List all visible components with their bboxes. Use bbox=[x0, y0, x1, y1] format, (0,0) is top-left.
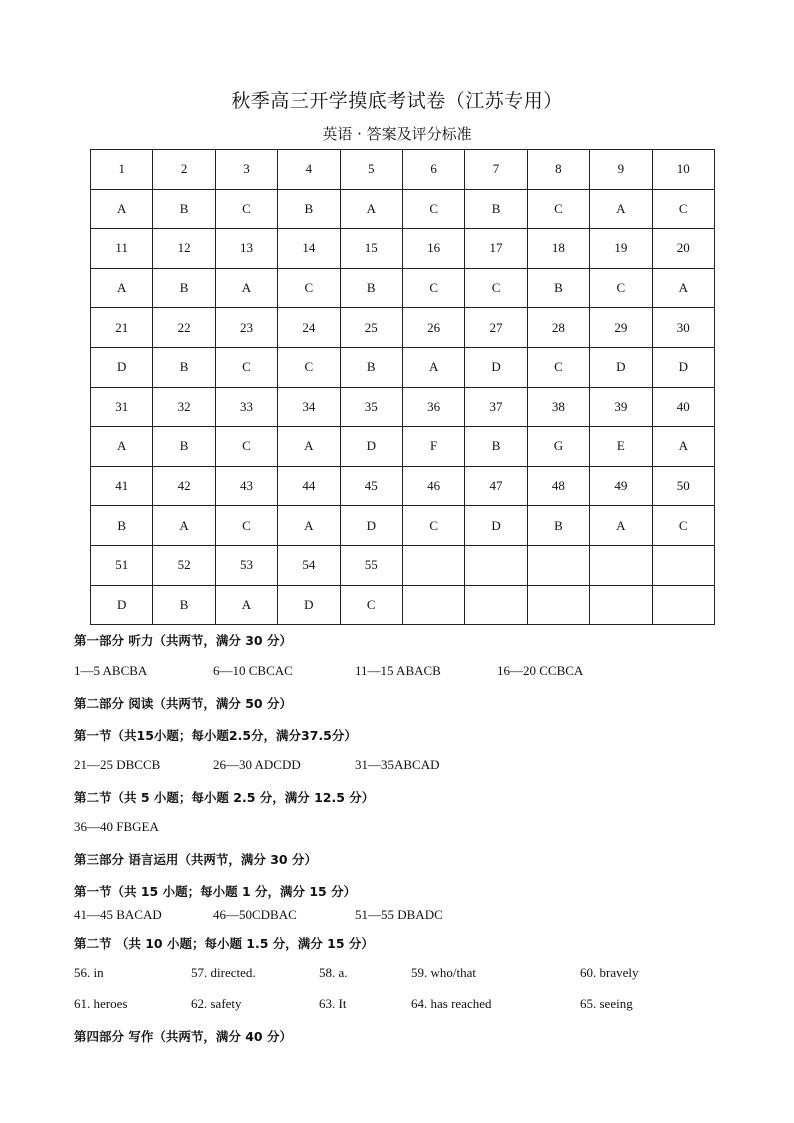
answer-cell: C bbox=[527, 189, 589, 229]
question-number-cell: 11 bbox=[91, 229, 153, 269]
question-number-cell: 33 bbox=[215, 387, 277, 427]
question-number-cell: 17 bbox=[465, 229, 527, 269]
answer-cell: C bbox=[278, 347, 340, 387]
answer-cell: D bbox=[278, 585, 340, 625]
question-number-cell bbox=[652, 545, 714, 585]
answer-cell: D bbox=[340, 506, 402, 546]
answer-cell bbox=[465, 585, 527, 625]
question-number-cell: 24 bbox=[278, 308, 340, 348]
part2-sec1-answer: 31—35ABCAD bbox=[355, 757, 440, 772]
answer-cell: A bbox=[153, 506, 215, 546]
answer-cell: D bbox=[590, 347, 652, 387]
question-number-cell: 40 bbox=[652, 387, 714, 427]
question-number-cell: 35 bbox=[340, 387, 402, 427]
question-number-cell: 5 bbox=[340, 150, 402, 190]
fill-answer: 63. It bbox=[319, 996, 347, 1011]
part2-sec2-heading: 第二节（共 5 小题；每小题 2.5 分，满分 12.5 分） bbox=[74, 790, 375, 805]
part3-sec1-heading: 第一节（共 15 小题；每小题 1 分，满分 15 分） bbox=[74, 884, 357, 899]
question-number-cell: 4 bbox=[278, 150, 340, 190]
answer-cell: C bbox=[402, 268, 464, 308]
question-number-cell: 7 bbox=[465, 150, 527, 190]
question-number-cell: 45 bbox=[340, 466, 402, 506]
question-number-cell: 49 bbox=[590, 466, 652, 506]
question-number-row bbox=[91, 229, 715, 269]
part2-sec2-answer: 36—40 FBGEA bbox=[74, 819, 159, 834]
question-number-cell: 12 bbox=[153, 229, 215, 269]
fill-answer: 62. safety bbox=[191, 996, 242, 1011]
answer-cell: D bbox=[465, 347, 527, 387]
question-number-cell: 55 bbox=[340, 545, 402, 585]
answer-cell: B bbox=[527, 506, 589, 546]
question-number-cell: 37 bbox=[465, 387, 527, 427]
question-number-cell: 34 bbox=[278, 387, 340, 427]
question-number-cell: 26 bbox=[402, 308, 464, 348]
page-subtitle: 英语 · 答案及评分标准 bbox=[322, 125, 472, 143]
question-number-cell: 39 bbox=[590, 387, 652, 427]
answer-cell: B bbox=[91, 506, 153, 546]
answer-cell: C bbox=[527, 347, 589, 387]
answer-cell: G bbox=[527, 427, 589, 467]
question-number-cell: 41 bbox=[91, 466, 153, 506]
answer-cell: E bbox=[590, 427, 652, 467]
part4-heading: 第四部分 写作（共两节，满分 40 分） bbox=[74, 1029, 292, 1044]
question-number-cell: 10 bbox=[652, 150, 714, 190]
answer-cell bbox=[527, 585, 589, 625]
question-number-cell bbox=[402, 545, 464, 585]
question-number-cell: 15 bbox=[340, 229, 402, 269]
question-number-cell bbox=[527, 545, 589, 585]
question-number-cell: 23 bbox=[215, 308, 277, 348]
question-number-cell: 51 bbox=[91, 545, 153, 585]
question-number-cell: 19 bbox=[590, 229, 652, 269]
question-number-cell: 53 bbox=[215, 545, 277, 585]
answer-row bbox=[91, 427, 715, 467]
answer-cell: A bbox=[590, 506, 652, 546]
answer-cell: A bbox=[91, 268, 153, 308]
answer-cell: C bbox=[278, 268, 340, 308]
fill-answer: 59. who/that bbox=[411, 965, 476, 980]
answer-cell: B bbox=[153, 189, 215, 229]
answer-cell: B bbox=[465, 189, 527, 229]
answer-cell: B bbox=[527, 268, 589, 308]
fill-answer: 64. has reached bbox=[411, 996, 492, 1011]
question-number-cell: 2 bbox=[153, 150, 215, 190]
answer-cell: C bbox=[215, 347, 277, 387]
question-number-cell: 50 bbox=[652, 466, 714, 506]
question-number-cell: 47 bbox=[465, 466, 527, 506]
answer-cell: C bbox=[465, 268, 527, 308]
question-number-cell bbox=[465, 545, 527, 585]
part1-answer: 16—20 CCBCA bbox=[497, 663, 584, 678]
fill-answer: 60. bravely bbox=[580, 965, 639, 980]
part3-sec1-answer: 51—55 DBADC bbox=[355, 907, 443, 922]
answer-cell: B bbox=[153, 585, 215, 625]
question-number-cell: 31 bbox=[91, 387, 153, 427]
answer-cell: A bbox=[402, 347, 464, 387]
question-number-cell: 46 bbox=[402, 466, 464, 506]
answer-cell: B bbox=[153, 268, 215, 308]
page-title: 秋季高三开学摸底考试卷（江苏专用） bbox=[231, 90, 563, 112]
fill-answer: 56. in bbox=[74, 965, 104, 980]
question-number-row bbox=[91, 308, 715, 348]
question-number-cell: 1 bbox=[91, 150, 153, 190]
question-number-cell: 54 bbox=[278, 545, 340, 585]
answer-row bbox=[91, 506, 715, 546]
answer-cell: C bbox=[215, 427, 277, 467]
question-number-cell: 3 bbox=[215, 150, 277, 190]
question-number-cell: 29 bbox=[590, 308, 652, 348]
part3-sec1-answer: 46—50CDBAC bbox=[213, 907, 297, 922]
fill-answer: 58. a. bbox=[319, 965, 348, 980]
part2-heading: 第二部分 阅读（共两节，满分 50 分） bbox=[74, 696, 292, 711]
answer-cell: F bbox=[402, 427, 464, 467]
answer-table bbox=[90, 149, 715, 625]
answer-cell bbox=[590, 585, 652, 625]
question-number-cell: 14 bbox=[278, 229, 340, 269]
fill-answer: 65. seeing bbox=[580, 996, 633, 1011]
answer-cell: B bbox=[340, 268, 402, 308]
answer-cell: B bbox=[278, 189, 340, 229]
answer-cell: C bbox=[652, 506, 714, 546]
question-number-cell: 48 bbox=[527, 466, 589, 506]
answer-cell: A bbox=[652, 427, 714, 467]
part3-sec2-heading: 第二节 （共 10 小题；每小题 1.5 分，满分 15 分） bbox=[74, 936, 374, 951]
fill-answer: 57. directed. bbox=[191, 965, 256, 980]
answer-cell: A bbox=[91, 427, 153, 467]
answer-cell: B bbox=[465, 427, 527, 467]
question-number-cell bbox=[590, 545, 652, 585]
answer-cell: A bbox=[278, 427, 340, 467]
question-number-cell: 21 bbox=[91, 308, 153, 348]
answer-cell: C bbox=[402, 506, 464, 546]
answer-cell: D bbox=[91, 347, 153, 387]
answer-cell: A bbox=[590, 189, 652, 229]
part1-answer: 11—15 ABACB bbox=[355, 663, 441, 678]
answer-cell: D bbox=[652, 347, 714, 387]
answer-cell bbox=[402, 585, 464, 625]
part2-sec1-answer: 21—25 DBCCB bbox=[74, 757, 161, 772]
question-number-cell: 27 bbox=[465, 308, 527, 348]
question-number-cell: 18 bbox=[527, 229, 589, 269]
answer-cell: B bbox=[340, 347, 402, 387]
answer-cell: C bbox=[215, 189, 277, 229]
part3-heading: 第三部分 语言运用（共两节，满分 30 分） bbox=[74, 852, 317, 867]
answer-cell: A bbox=[215, 585, 277, 625]
question-number-row bbox=[91, 466, 715, 506]
answer-cell: C bbox=[340, 585, 402, 625]
fill-answer: 61. heroes bbox=[74, 996, 128, 1011]
answer-row bbox=[91, 347, 715, 387]
question-number-cell: 42 bbox=[153, 466, 215, 506]
part1-heading: 第一部分 听力（共两节，满分 30 分） bbox=[74, 633, 292, 648]
question-number-cell: 44 bbox=[278, 466, 340, 506]
question-number-cell: 20 bbox=[652, 229, 714, 269]
question-number-cell: 25 bbox=[340, 308, 402, 348]
question-number-cell: 9 bbox=[590, 150, 652, 190]
question-number-cell: 6 bbox=[402, 150, 464, 190]
answer-cell: B bbox=[153, 347, 215, 387]
answer-row bbox=[91, 268, 715, 308]
answer-row bbox=[91, 189, 715, 229]
question-number-cell: 13 bbox=[215, 229, 277, 269]
question-number-cell: 30 bbox=[652, 308, 714, 348]
part1-answer: 6—10 CBCAC bbox=[213, 663, 293, 678]
question-number-cell: 36 bbox=[402, 387, 464, 427]
question-number-cell: 52 bbox=[153, 545, 215, 585]
answer-cell bbox=[652, 585, 714, 625]
answer-cell: B bbox=[153, 427, 215, 467]
answer-row bbox=[91, 585, 715, 625]
answer-cell: A bbox=[91, 189, 153, 229]
question-number-cell: 38 bbox=[527, 387, 589, 427]
question-number-row bbox=[91, 150, 715, 190]
answer-cell: C bbox=[402, 189, 464, 229]
answer-cell: C bbox=[652, 189, 714, 229]
part1-answer: 1—5 ABCBA bbox=[74, 663, 148, 678]
question-number-cell: 43 bbox=[215, 466, 277, 506]
answer-cell: D bbox=[340, 427, 402, 467]
question-number-cell: 22 bbox=[153, 308, 215, 348]
answer-cell: A bbox=[278, 506, 340, 546]
answer-cell: C bbox=[590, 268, 652, 308]
question-number-cell: 8 bbox=[527, 150, 589, 190]
question-number-cell: 28 bbox=[527, 308, 589, 348]
answer-cell: D bbox=[465, 506, 527, 546]
answer-cell: A bbox=[340, 189, 402, 229]
part2-sec1-heading: 第一节（共15小题；每小题2.5分，满分37.5分） bbox=[74, 728, 357, 743]
question-number-row bbox=[91, 545, 715, 585]
answer-cell: D bbox=[91, 585, 153, 625]
question-number-cell: 32 bbox=[153, 387, 215, 427]
question-number-cell: 16 bbox=[402, 229, 464, 269]
answer-cell: A bbox=[652, 268, 714, 308]
part2-sec1-answer: 26—30 ADCDD bbox=[213, 757, 301, 772]
answer-cell: A bbox=[215, 268, 277, 308]
answer-cell: C bbox=[215, 506, 277, 546]
question-number-row bbox=[91, 387, 715, 427]
part3-sec1-answer: 41—45 BACAD bbox=[74, 907, 162, 922]
